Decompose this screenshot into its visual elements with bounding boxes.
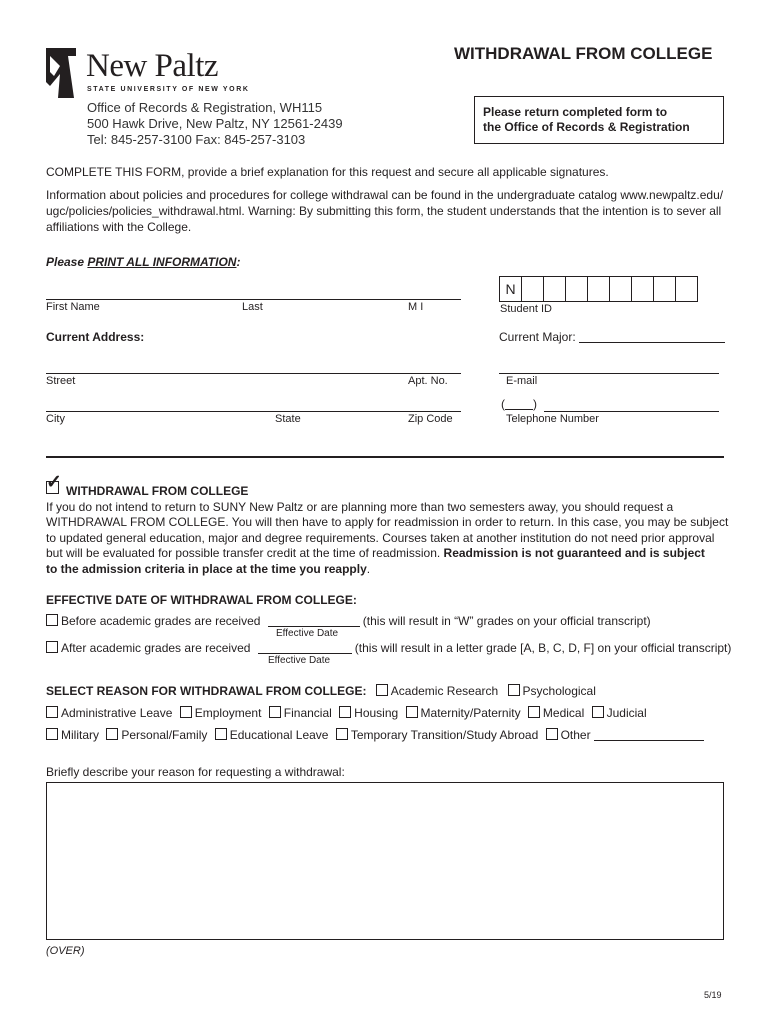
- middle-initial-label: M I: [408, 301, 424, 313]
- policy-info-line-3: affiliations with the College.: [46, 220, 192, 234]
- current-major: [499, 330, 725, 344]
- reason-maternity[interactable]: [406, 706, 521, 720]
- office-line-2: 500 Hawk Drive, New Paltz, NY 12561-2439: [87, 116, 343, 131]
- after-grades-label: After academic grades are received: [61, 641, 251, 655]
- policy-info-line-2: ugc/policies/policies_withdrawal.html. Warning: By submitting this form, the student understands that the intention is to sever all: [46, 204, 722, 218]
- logo-wordmark: New Paltz: [86, 48, 219, 84]
- street-input-line[interactable]: [46, 373, 461, 374]
- first-name-label: First Name: [46, 301, 100, 313]
- section-divider: [46, 456, 724, 458]
- complete-instruction: COMPLETE THIS FORM, provide a brief explanation for this request and secure all applicable signatures.: [46, 165, 609, 179]
- employment-checkbox[interactable]: [180, 706, 192, 718]
- judicial-checkbox[interactable]: [592, 706, 604, 718]
- city-input-line[interactable]: [46, 411, 461, 412]
- reason-military[interactable]: [46, 728, 99, 742]
- reason-housing[interactable]: [339, 706, 398, 720]
- administrative-leave-checkbox[interactable]: [46, 706, 58, 718]
- student-id-digit[interactable]: [522, 277, 544, 301]
- other-checkbox[interactable]: [546, 728, 558, 740]
- after-effective-date-input[interactable]: [258, 653, 352, 654]
- withdrawal-p-line-3: to updated general education, major and degree requirements. Courses taken at another institution do not need prior approval: [46, 530, 715, 545]
- print-instruction: [46, 255, 240, 269]
- student-id-digit[interactable]: [632, 277, 654, 301]
- personal-label: Personal/Family: [121, 728, 208, 742]
- administrative-leave-label: Administrative Leave: [61, 706, 173, 720]
- withdrawal-p5-end: .: [366, 561, 371, 576]
- before-grades-note: (this will result in “W” grades on your official transcript): [362, 614, 651, 628]
- print-emphasis: PRINT ALL INFORMATION: [87, 255, 237, 269]
- describe-label: Briefly describe your reason for requesting a withdrawal:: [46, 765, 345, 779]
- after-effective-date-label: Effective Date: [268, 655, 331, 666]
- city-label: City: [46, 413, 65, 425]
- before-grades-checkbox[interactable]: [46, 614, 58, 626]
- form-title: WITHDRAWAL FROM COLLEGE: [454, 44, 713, 63]
- military-label: Military: [61, 728, 99, 742]
- reason-psychological[interactable]: [508, 684, 596, 698]
- email-input-line[interactable]: [499, 373, 719, 374]
- return-notice-line-2: the Office of Records & Registration: [483, 120, 690, 134]
- logo-subtitle: STATE UNIVERSITY OF NEW YORK: [87, 86, 250, 93]
- student-id-boxes[interactable]: [499, 276, 698, 302]
- office-line-3: Tel: 845-257-3100 Fax: 845-257-3103: [87, 132, 306, 147]
- housing-label: Housing: [354, 706, 399, 720]
- return-notice-box: [474, 96, 724, 144]
- withdrawal-p-line-1: If you do not intend to return to SUNY New Paltz or are planning more than two semesters away, you should request a: [46, 500, 674, 514]
- educational-leave-label: Educational Leave: [229, 728, 329, 742]
- student-id-prefix: N: [500, 277, 522, 301]
- phone-open-paren: (: [501, 397, 505, 411]
- reason-academic-research[interactable]: [376, 684, 498, 698]
- student-id-digit[interactable]: [654, 277, 676, 301]
- telephone-label: Telephone Number: [506, 413, 599, 425]
- reason-description-textarea[interactable]: [46, 782, 724, 940]
- reason-row-1: [46, 684, 596, 698]
- apt-label: Apt. No.: [408, 375, 448, 387]
- employment-label: Employment: [194, 706, 262, 720]
- withdrawal-p-line-5: [46, 562, 728, 577]
- withdrawal-p4-normal: but will be evaluated for possible transfer credit at the time of readmission.: [46, 546, 444, 561]
- after-grades-note: (this will result in a letter grade [A, B, C, D, F] on your official transcript): [354, 641, 732, 655]
- medical-checkbox[interactable]: [528, 706, 540, 718]
- withdrawal-heading: WITHDRAWAL FROM COLLEGE: [66, 484, 249, 498]
- personal-checkbox[interactable]: [106, 728, 118, 740]
- print-prefix: Please: [46, 255, 88, 269]
- before-grades-option[interactable]: [46, 614, 651, 628]
- student-id-digit[interactable]: [610, 277, 632, 301]
- policy-info-line-1: Information about policies and procedures for college withdrawal can be found in the undergraduate catalog www.newpaltz.edu/: [46, 188, 724, 202]
- check-mark-icon: ✓: [46, 472, 62, 493]
- phone-close-paren: ): [533, 397, 537, 411]
- office-line-1: Office of Records & Registration, WH115: [87, 100, 323, 115]
- after-grades-checkbox[interactable]: [46, 641, 58, 653]
- academic-research-label: Academic Research: [390, 684, 499, 698]
- educational-leave-checkbox[interactable]: [215, 728, 227, 740]
- return-notice-line-1: Please return completed form to: [483, 105, 668, 119]
- current-address-heading: Current Address:: [46, 330, 145, 344]
- withdrawal-p-line-2: WITHDRAWAL FROM COLLEGE. You will then have to apply for readmission in order to return. In this case, you may be subject: [46, 515, 729, 530]
- before-effective-date-input[interactable]: [268, 626, 360, 627]
- student-id-label: Student ID: [500, 303, 552, 315]
- housing-checkbox[interactable]: [339, 706, 351, 718]
- phone-input-line[interactable]: [544, 411, 719, 412]
- withdrawal-paragraph: [46, 500, 728, 577]
- name-input-line[interactable]: [46, 299, 461, 300]
- medical-label: Medical: [542, 706, 585, 720]
- office-address: [87, 100, 343, 148]
- temporary-checkbox[interactable]: [336, 728, 348, 740]
- print-suffix: :: [236, 255, 241, 269]
- other-reason-input[interactable]: [594, 740, 704, 741]
- academic-research-checkbox[interactable]: [376, 684, 388, 696]
- reason-employment[interactable]: [180, 706, 262, 720]
- student-id-digit[interactable]: [566, 277, 588, 301]
- temporary-label: Temporary Transition/Study Abroad: [350, 728, 539, 742]
- reason-row-2: [46, 706, 647, 720]
- reason-administrative-leave[interactable]: [46, 706, 172, 720]
- reason-temporary[interactable]: [336, 728, 538, 742]
- reason-personal[interactable]: [106, 728, 207, 742]
- zip-label: Zip Code: [408, 413, 453, 425]
- before-effective-date-label: Effective Date: [276, 628, 339, 639]
- after-grades-option[interactable]: [46, 641, 731, 655]
- street-label: Street: [46, 375, 76, 387]
- current-major-label: Current Major:: [499, 330, 576, 344]
- financial-label: Financial: [283, 706, 332, 720]
- reason-other[interactable]: [546, 728, 704, 742]
- maternity-label: Maternity/Paternity: [420, 706, 521, 720]
- phone-area-code[interactable]: [501, 397, 537, 411]
- reason-judicial[interactable]: [592, 706, 647, 720]
- military-checkbox[interactable]: [46, 728, 58, 740]
- withdrawal-p5-bold: to the admission criteria in place at the time you reapply: [46, 561, 367, 576]
- email-label: E-mail: [506, 375, 538, 387]
- financial-checkbox[interactable]: [269, 706, 281, 718]
- new-paltz-logo-mark-icon: [44, 46, 78, 100]
- psychological-label: Psychological: [522, 684, 596, 698]
- before-grades-label: Before academic grades are received: [61, 614, 261, 628]
- reason-educational-leave[interactable]: [215, 728, 329, 742]
- reason-financial[interactable]: [269, 706, 332, 720]
- policy-info: [46, 187, 723, 235]
- current-major-input[interactable]: [579, 342, 725, 343]
- maternity-checkbox[interactable]: [406, 706, 418, 718]
- judicial-label: Judicial: [606, 706, 647, 720]
- psychological-checkbox[interactable]: [508, 684, 520, 696]
- other-label: Other: [560, 728, 591, 742]
- effective-date-heading: EFFECTIVE DATE OF WITHDRAWAL FROM COLLEGE:: [46, 593, 357, 607]
- last-name-label: Last: [242, 301, 263, 313]
- withdrawal-p-line-4: [46, 546, 728, 561]
- over-note: (OVER): [46, 945, 85, 957]
- reason-row-3: [46, 728, 704, 742]
- form-version: 5/19: [704, 990, 722, 1000]
- reason-medical[interactable]: [528, 706, 584, 720]
- state-label: State: [275, 413, 301, 425]
- student-id-digit[interactable]: [544, 277, 566, 301]
- student-id-digit[interactable]: [588, 277, 610, 301]
- area-code-input[interactable]: [505, 409, 533, 410]
- withdrawal-p4-bold: Readmission is not guaranteed and is subject: [443, 546, 705, 561]
- withdrawal-checkbox[interactable]: [46, 472, 62, 494]
- reason-heading: SELECT REASON FOR WITHDRAWAL FROM COLLEGE:: [46, 684, 367, 698]
- student-id-digit[interactable]: [676, 277, 697, 301]
